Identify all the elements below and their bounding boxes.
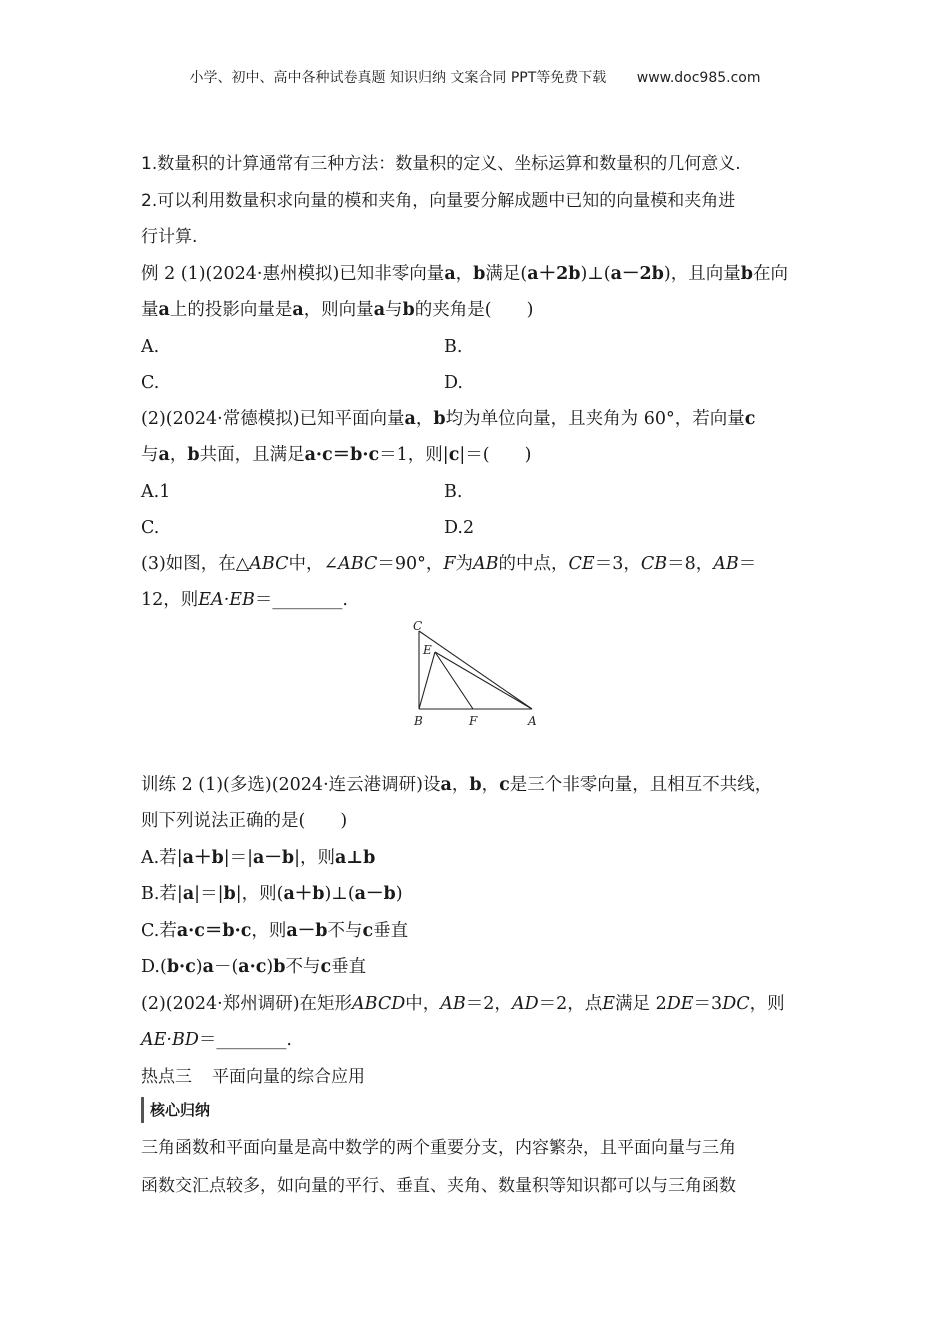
example2-q1-line1: 例 2 (1)(2024·惠州模拟)已知非零向量a，b满足(a＋2b)⊥(a－2b)，且向量b在向: [141, 263, 788, 284]
training2-q2-line2: AE·BD＝________.: [141, 1030, 292, 1050]
header-site-link[interactable]: www.doc985.com: [636, 70, 761, 86]
hotspot3-para-line2: 函数交汇点较多，如向量的平行、垂直、夹角、数量积等知识都可以与三角函数: [141, 1175, 736, 1196]
note-line-1: 1.数量积的计算通常有三种方法：数量积的定义、坐标运算和数量积的几何意义.: [141, 154, 741, 174]
example2-q1-options-ab: [141, 329, 813, 365]
label-b: B: [414, 713, 423, 728]
example2-q2-line1: (2)(2024·常德模拟)已知平面向量a，b均为单位向量，且夹角为 60°，若向量c: [141, 408, 756, 429]
training2-q2-line1: (2)(2024·郑州调研)在矩形ABCD中，AB＝2，AD＝2，点E满足 2DE＝3DC，则: [141, 993, 785, 1014]
option-d: D.2: [444, 517, 475, 538]
option-b: B.: [444, 481, 463, 502]
training2-q1-line2: 则下列说法正确的是( ): [141, 811, 348, 831]
page-header: [0, 67, 950, 87]
hotspot3-heading: 热点三 平面向量的综合应用: [141, 1066, 365, 1087]
example2-q3-line2: 12，则EA·EB＝________.: [141, 590, 348, 610]
option-a: A.1: [141, 481, 171, 502]
core-summary-label: 核心归纳: [141, 1097, 813, 1123]
training2-q1-line1: 训练 2 (1)(多选)(2024·连云港调研)设a，b，c是三个非零向量，且相互不共线，: [141, 774, 773, 795]
option-a: A.: [141, 336, 160, 357]
label-c: C: [413, 620, 423, 633]
training2-option-d: D.(b·c)a－(a·c)b不与c垂直: [141, 957, 367, 977]
example2-q3-line1: (3)如图，在△ABC中，∠ABC＝90°，F为AB的中点，CE＝3，CB＝8，AB＝: [141, 553, 757, 574]
label-f: F: [469, 713, 478, 728]
label-e: E: [423, 642, 432, 657]
example2-q1-options-cd: [141, 365, 813, 401]
example2-q1-line2: 量a上的投影向量是a，则向量a与b的夹角是( ): [141, 300, 534, 320]
segment-ef: [435, 652, 473, 709]
hotspot3-para-line1: 三角函数和平面向量是高中数学的两个重要分支，内容繁杂，且平面向量与三角: [141, 1137, 736, 1158]
note-line-2: 2.可以利用数量积求向量的模和夹角，向量要分解成题中已知的向量模和夹角进: [141, 190, 736, 211]
side-ca: [419, 631, 532, 709]
header-text: 小学、初中、高中各种试卷真题 知识归纳 文案合同 PPT等免费下载: [189, 70, 607, 86]
triangle-diagram: [403, 621, 543, 731]
option-b: B.: [444, 336, 463, 357]
training2-option-c: C.若a·c＝b·c，则a－b不与c垂直: [141, 920, 409, 941]
document-body: [141, 146, 813, 1205]
note-line-3: 行计算.: [141, 227, 198, 247]
option-d: D.: [444, 372, 463, 393]
segment-be: [419, 652, 435, 709]
training2-option-a: A.若|a＋b|＝|a－b|，则a⊥b: [141, 847, 376, 868]
example2-q2-line2: 与a，b共面，且满足a·c＝b·c＝1，则|c|＝( ): [141, 445, 532, 465]
segment-ea: [435, 652, 532, 709]
triangle-figure: [141, 619, 813, 767]
example2-q2-options-ab: [141, 474, 813, 510]
label-a: A: [528, 713, 537, 728]
option-c: C.: [141, 372, 160, 393]
option-c: C.: [141, 517, 160, 538]
example2-q2-options-cd: [141, 510, 813, 546]
training2-option-b: B.若|a|＝|b|，则(a＋b)⊥(a－b): [141, 884, 403, 904]
